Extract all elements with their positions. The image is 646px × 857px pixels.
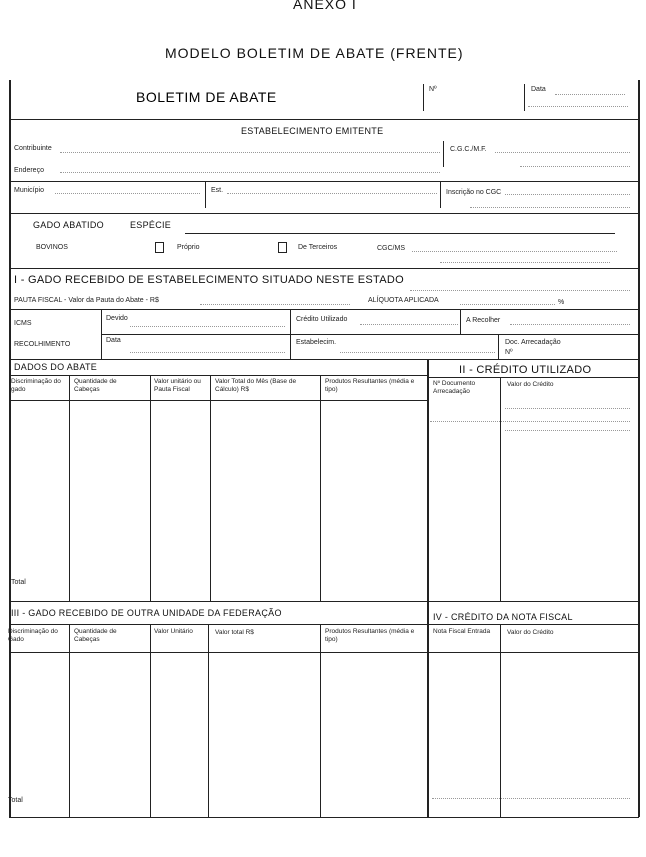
inscricao-field[interactable] xyxy=(505,194,630,195)
credito-utilizado-label: Crédito Utilizado xyxy=(296,316,348,323)
section2-heading: II - CRÉDITO UTILIZADO xyxy=(459,364,592,376)
proprio-label: Próprio xyxy=(177,244,200,251)
section1-heading: I - GADO RECEBIDO DE ESTABELECIMENTO SITUADO NESTE ESTADO xyxy=(14,274,404,286)
especie-label: ESPÉCIE xyxy=(130,220,172,230)
credito-utilizado-field[interactable] xyxy=(360,324,458,325)
municipio-field[interactable] xyxy=(55,193,200,194)
cgc-label: C.G.C./M.F. xyxy=(450,146,487,153)
municipio-label: Município xyxy=(14,187,44,194)
contribuinte-label: Contribuinte xyxy=(14,145,52,152)
devido-label: Devido xyxy=(106,315,128,322)
endereco-label: Endereço xyxy=(14,167,44,174)
cgc-field[interactable] xyxy=(495,152,630,153)
annex-title: ANEXO I xyxy=(293,0,357,12)
recolhimento-label: RECOLHIMENTO xyxy=(14,341,71,348)
uf-label: Est. xyxy=(211,187,224,194)
doc-arrecadacao-label: Doc. Arrecadação xyxy=(505,339,561,346)
devido-field[interactable] xyxy=(130,326,285,327)
contribuinte-field[interactable] xyxy=(60,152,440,153)
gado-col5-header: Produtos Resultantes (média e tipo) xyxy=(325,628,415,643)
frame-bottom xyxy=(9,817,639,818)
terceiros-checkbox[interactable] xyxy=(278,242,287,253)
estabelecimento-field[interactable] xyxy=(340,352,495,353)
especie-field[interactable] xyxy=(185,233,615,234)
terceiros-label: De Terceiros xyxy=(298,244,338,251)
cgc-ms-label: CGC/MS xyxy=(377,245,405,252)
credito-col2-header: Valor do Crédito xyxy=(507,381,554,388)
aliquota-label: ALÍQUOTA APLICADA xyxy=(368,297,439,304)
gado-abatido-label: GADO ABATIDO xyxy=(33,220,104,230)
a-recolher-label: A Recolher xyxy=(466,317,501,324)
pauta-field[interactable] xyxy=(200,304,350,305)
date-label: Data xyxy=(531,86,546,93)
nota-col1-header: Nota Fiscal Entrada xyxy=(433,628,491,635)
establishment-heading: ESTABELECIMENTO EMITENTE xyxy=(241,126,384,136)
cgc-ms-field[interactable] xyxy=(412,251,617,252)
aliquota-field[interactable] xyxy=(460,304,555,305)
abate-col3-header: Valor unitário ou Pauta Fiscal xyxy=(154,378,201,393)
estabelecimento-label: Estabelecim. xyxy=(296,339,337,346)
abate-total-label: Total xyxy=(11,579,26,586)
credito-col1-header: Nº Documento Arrecadação xyxy=(433,380,476,395)
section4-heading: IV - CRÉDITO DA NOTA FISCAL xyxy=(433,612,573,622)
gado-col2-header: Quantidade de Cabeças xyxy=(74,628,117,643)
pauta-label: PAUTA FISCAL - Valor da Pauta do Abate - R$ xyxy=(14,297,159,304)
abate-col4-header: Valor Total do Mês (Base de Cálculo) R$ xyxy=(215,378,297,393)
frame-left xyxy=(9,80,11,817)
a-recolher-field[interactable] xyxy=(510,324,630,325)
abate-col1-header: Discriminação do gado xyxy=(11,378,61,393)
abate-col5-header: Produtos Resultantes (média e tipo) xyxy=(325,378,415,393)
bovinos-label: BOVINOS xyxy=(36,244,68,251)
endereco-field[interactable] xyxy=(60,172,440,173)
form-title: BOLETIM DE ABATE xyxy=(136,89,277,105)
number-label: Nº xyxy=(429,86,437,93)
percent-label: % xyxy=(558,299,565,306)
model-title: MODELO BOLETIM DE ABATE (FRENTE) xyxy=(165,45,464,61)
data-label: Data xyxy=(106,337,121,344)
gado-col3-header: Valor Unitário xyxy=(154,628,193,635)
proprio-checkbox[interactable] xyxy=(155,242,164,253)
icms-label: ICMS xyxy=(14,320,32,327)
nota-col2-header: Valor do Crédito xyxy=(507,629,554,636)
frame-right xyxy=(638,80,640,817)
inscricao-label: Inscrição no CGC xyxy=(446,189,502,196)
abate-col2-header: Quantidade de Cabeças xyxy=(74,378,117,393)
date-field[interactable] xyxy=(555,94,625,95)
gado-total-label: Total xyxy=(8,797,23,804)
uf-field[interactable] xyxy=(227,193,437,194)
section3-heading: III - GADO RECEBIDO DE OUTRA UNIDADE DA FEDERAÇÃO xyxy=(11,608,282,618)
recolhimento-data-field[interactable] xyxy=(130,352,285,353)
doc-nr-label: Nº xyxy=(505,349,513,356)
gado-col4-header: Valor total R$ xyxy=(215,629,254,636)
dados-abate-heading: DADOS DO ABATE xyxy=(14,362,98,372)
gado-col1-header: Discriminação do Gado xyxy=(8,628,58,643)
